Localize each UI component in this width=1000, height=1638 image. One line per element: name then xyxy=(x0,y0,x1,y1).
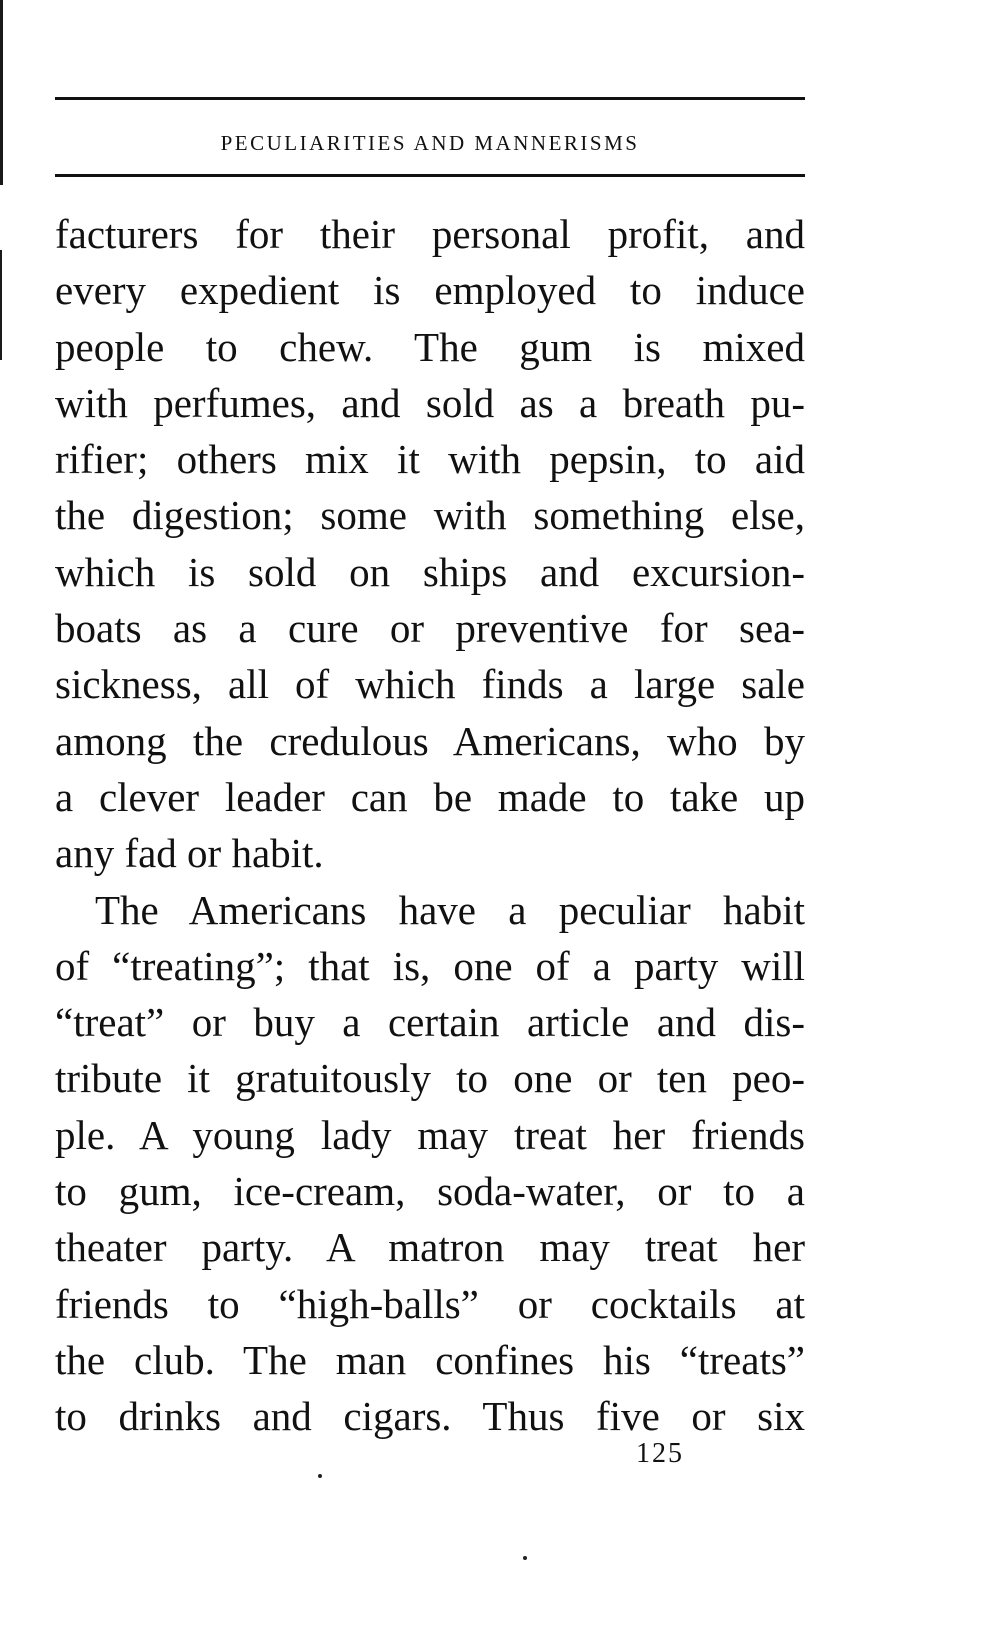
header-rule-top xyxy=(55,97,805,100)
text-line: rifier; others mix it with pepsin, to aid xyxy=(55,436,805,483)
text-line: sickness, all of which finds a large sale xyxy=(55,661,805,708)
header-rule-bottom xyxy=(55,174,805,177)
text-line: friends to “high-balls” or cocktails at xyxy=(55,1280,805,1327)
text-line: The Americans have a peculiar habit xyxy=(95,886,805,933)
text-line: any fad or habit. xyxy=(55,830,324,877)
text-line: ple. A young lady may treat her friends xyxy=(55,1111,805,1158)
text-line: boats as a cure or preventive for sea- xyxy=(55,605,805,652)
text-line: with perfumes, and sold as a breath pu- xyxy=(55,379,805,426)
text-line: every expedient is employed to induce xyxy=(55,267,805,314)
text-line: of “treating”; that is, one of a party will xyxy=(55,942,805,989)
text-line: people to chew. The gum is mixed xyxy=(55,323,805,370)
scan-speck xyxy=(523,1556,527,1560)
text-line: the digestion; some with something else, xyxy=(55,492,805,539)
text-line: to gum, ice-cream, soda-water, or to a xyxy=(55,1168,805,1215)
page-number: 125 xyxy=(636,1438,684,1469)
text-line: tribute it gratuitously to one or ten peo- xyxy=(55,1055,805,1102)
binding-edge-mark xyxy=(0,0,3,185)
binding-edge-mark xyxy=(0,250,2,360)
text-line: theater party. A matron may treat her xyxy=(55,1224,805,1271)
text-line: among the credulous Americans, who by xyxy=(55,717,805,764)
body-text xyxy=(55,206,805,1445)
text-line: facturers for their personal profit, and xyxy=(55,211,805,257)
text-line: “treat” or buy a certain article and dis- xyxy=(55,999,805,1046)
text-line: a clever leader can be made to take up xyxy=(55,773,805,820)
text-line: which is sold on ships and excursion- xyxy=(55,548,805,595)
running-head: PECULIARITIES AND MANNERISMS xyxy=(220,131,640,155)
text-line: to drinks and cigars. Thus five or six xyxy=(55,1393,805,1440)
scan-speck xyxy=(318,1474,322,1478)
text-line: the club. The man confines his “treats” xyxy=(55,1336,805,1383)
